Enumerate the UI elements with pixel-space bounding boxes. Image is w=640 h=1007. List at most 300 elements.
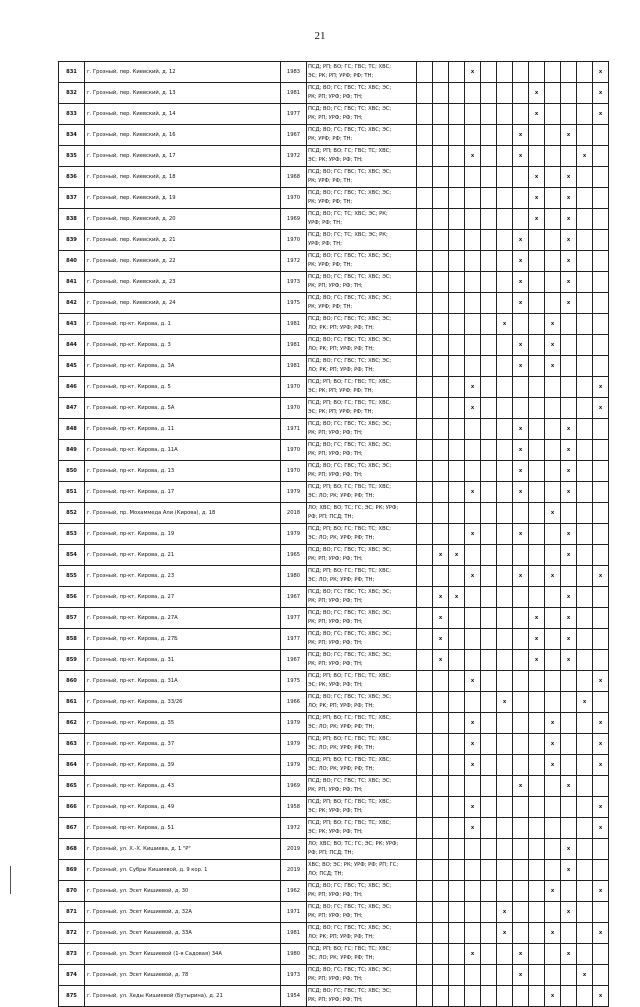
row-year: 1954 <box>281 986 307 1007</box>
row-year: 1983 <box>281 62 307 83</box>
mark-cell: x <box>465 797 481 818</box>
empty-cell <box>449 230 465 251</box>
empty-cell <box>481 251 497 272</box>
empty-cell <box>577 608 593 629</box>
empty-cell <box>465 104 481 125</box>
empty-cell <box>577 629 593 650</box>
table-row <box>59 524 609 545</box>
empty-cell <box>449 188 465 209</box>
row-year: 1975 <box>281 671 307 692</box>
works-line: ПСД; ВО; ГС; ГВС; ТС; ХВС; ЭС; <box>308 631 392 638</box>
row-address: г. Грозный, пр-кт. Кирова, д. 21 <box>85 545 281 566</box>
empty-cell <box>545 608 561 629</box>
works-line: РК; РП; УРФ; РФ; ТН; <box>308 94 363 100</box>
mark-cell: x <box>593 923 609 944</box>
empty-cell <box>481 83 497 104</box>
row-works <box>307 188 417 209</box>
empty-cell <box>577 125 593 146</box>
empty-cell <box>545 629 561 650</box>
mark-cell: x <box>593 671 609 692</box>
row-works <box>307 650 417 671</box>
mark-cell: x <box>529 83 545 104</box>
mark-cell: x <box>497 692 513 713</box>
empty-cell <box>433 965 449 986</box>
empty-cell <box>545 167 561 188</box>
empty-cell <box>513 797 529 818</box>
works-line: РК; УРФ; РФ; ТН; <box>308 304 353 310</box>
empty-cell <box>481 923 497 944</box>
empty-cell <box>513 398 529 419</box>
empty-cell <box>577 293 593 314</box>
empty-cell <box>465 839 481 860</box>
empty-cell <box>529 440 545 461</box>
row-year: 1967 <box>281 650 307 671</box>
empty-cell <box>481 482 497 503</box>
mark-cell: x <box>513 146 529 167</box>
empty-cell <box>465 965 481 986</box>
mark-cell: x <box>593 104 609 125</box>
empty-cell <box>465 356 481 377</box>
empty-cell <box>561 356 577 377</box>
empty-cell <box>433 524 449 545</box>
empty-cell <box>433 125 449 146</box>
row-address: г. Грозный, пер. Киевский, д. 22 <box>85 251 281 272</box>
table-row <box>59 335 609 356</box>
row-number: 848 <box>59 419 85 440</box>
row-works <box>307 272 417 293</box>
empty-cell <box>513 923 529 944</box>
empty-cell <box>449 965 465 986</box>
works-line: ПСД; РП; ВО; ГС; ГВС; ТС; ХВС; <box>308 484 392 491</box>
empty-cell <box>433 986 449 1007</box>
empty-cell <box>449 293 465 314</box>
row-year: 1972 <box>281 146 307 167</box>
empty-cell <box>497 272 513 293</box>
empty-cell <box>577 755 593 776</box>
empty-cell <box>465 125 481 146</box>
mark-cell: x <box>561 188 577 209</box>
empty-cell <box>577 797 593 818</box>
mark-cell: x <box>433 650 449 671</box>
mark-cell: x <box>561 944 577 965</box>
empty-cell <box>577 83 593 104</box>
row-address: г. Грозный, пер. Киевский, д. 17 <box>85 146 281 167</box>
row-year: 1980 <box>281 566 307 587</box>
row-address: г. Грозный, пр-кт. Кирова, д. 39 <box>85 755 281 776</box>
empty-cell <box>561 818 577 839</box>
row-address: г. Грозный, пр-кт. Кирова, д. 37 <box>85 734 281 755</box>
row-number: 836 <box>59 167 85 188</box>
mark-cell: x <box>561 839 577 860</box>
empty-cell <box>481 335 497 356</box>
mark-cell: x <box>593 398 609 419</box>
empty-cell <box>433 146 449 167</box>
empty-cell <box>593 965 609 986</box>
empty-cell <box>449 482 465 503</box>
table-row <box>59 734 609 755</box>
empty-cell <box>497 104 513 125</box>
row-address: г. Грозный, пр-кт. Кирова, д. 3 <box>85 335 281 356</box>
works-line: ПСД; ВО; ГС; ГВС; ТС; ХВС; ЭС; <box>308 106 392 113</box>
works-line: ЭС; РК; УРФ; РФ; ТН; <box>308 157 363 163</box>
row-address: г. Грозный, пр-кт. Кирова, д. 35 <box>85 713 281 734</box>
empty-cell <box>577 818 593 839</box>
mark-cell: x <box>465 566 481 587</box>
empty-cell <box>593 482 609 503</box>
row-works <box>307 251 417 272</box>
works-line: РК; РП; УРФ; РФ; ТН; <box>308 787 363 793</box>
empty-cell <box>545 104 561 125</box>
empty-cell <box>577 734 593 755</box>
works-line: ЭС; РК; РП; УРФ; РФ; ТН; <box>308 409 374 415</box>
mark-cell: x <box>513 272 529 293</box>
empty-cell <box>593 314 609 335</box>
table-row <box>59 545 609 566</box>
mark-cell: x <box>513 356 529 377</box>
empty-cell <box>481 377 497 398</box>
empty-cell <box>449 461 465 482</box>
mark-cell: x <box>529 104 545 125</box>
empty-cell <box>577 587 593 608</box>
mark-cell: x <box>465 524 481 545</box>
mark-cell: x <box>497 902 513 923</box>
works-line: ПСД; ВО; ГС; ГВС; ТС; ХВС; ЭС; <box>308 169 392 176</box>
empty-cell <box>593 650 609 671</box>
empty-cell <box>481 503 497 524</box>
row-number: 831 <box>59 62 85 83</box>
row-address: г. Грозный, пр-кт. Кирова, д. 33/26 <box>85 692 281 713</box>
works-line: ПСД; ВО; ГС; ГВС; ТС; ХВС; ЭС; <box>308 190 392 197</box>
row-year: 1970 <box>281 461 307 482</box>
row-number: 861 <box>59 692 85 713</box>
works-line: ПСД; РП; ВО; ГС; ГВС; ТС; ХВС; <box>308 757 392 764</box>
empty-cell <box>417 818 433 839</box>
table-row <box>59 986 609 1007</box>
empty-cell <box>529 839 545 860</box>
empty-cell <box>545 293 561 314</box>
row-number: 865 <box>59 776 85 797</box>
mark-cell: x <box>449 587 465 608</box>
table-row <box>59 314 609 335</box>
row-number: 852 <box>59 503 85 524</box>
row-year: 1970 <box>281 377 307 398</box>
empty-cell <box>465 188 481 209</box>
row-year: 1977 <box>281 608 307 629</box>
empty-cell <box>545 251 561 272</box>
row-year: 1975 <box>281 293 307 314</box>
mark-cell: x <box>497 923 513 944</box>
page-number: 21 <box>314 30 326 42</box>
row-address: г. Грозный, ул. Субры Кишиевой, д. 9 кор. 1 <box>85 860 281 881</box>
table-row <box>59 398 609 419</box>
empty-cell <box>529 251 545 272</box>
empty-cell <box>577 314 593 335</box>
empty-cell <box>593 608 609 629</box>
empty-cell <box>529 398 545 419</box>
empty-cell <box>481 650 497 671</box>
table-row <box>59 188 609 209</box>
works-line: УРФ; РФ; ТН; <box>308 220 342 226</box>
empty-cell <box>529 755 545 776</box>
row-number: 850 <box>59 461 85 482</box>
empty-cell <box>561 566 577 587</box>
mark-cell: x <box>561 545 577 566</box>
mark-cell: x <box>529 209 545 230</box>
empty-cell <box>497 209 513 230</box>
row-year: 1958 <box>281 797 307 818</box>
empty-cell <box>449 104 465 125</box>
empty-cell <box>577 167 593 188</box>
row-address: г. Грозный, ул. Хеды Кишиевой (Бутырина), д. 21 <box>85 986 281 1007</box>
empty-cell <box>529 356 545 377</box>
empty-cell <box>529 482 545 503</box>
row-works <box>307 335 417 356</box>
table-row <box>59 818 609 839</box>
row-year: 1981 <box>281 923 307 944</box>
works-line: ЛО; РК; РП; УРФ; РФ; ТН; <box>308 325 374 331</box>
empty-cell <box>417 356 433 377</box>
empty-cell <box>481 356 497 377</box>
empty-cell <box>465 650 481 671</box>
table-row <box>59 251 609 272</box>
table-row <box>59 167 609 188</box>
empty-cell <box>577 104 593 125</box>
empty-cell <box>593 167 609 188</box>
empty-cell <box>449 524 465 545</box>
empty-cell <box>577 650 593 671</box>
empty-cell <box>417 398 433 419</box>
empty-cell <box>529 419 545 440</box>
empty-cell <box>433 293 449 314</box>
empty-cell <box>465 251 481 272</box>
empty-cell <box>481 986 497 1007</box>
empty-cell <box>529 797 545 818</box>
empty-cell <box>433 755 449 776</box>
row-number: 860 <box>59 671 85 692</box>
empty-cell <box>449 608 465 629</box>
empty-cell <box>481 608 497 629</box>
mark-cell: x <box>561 608 577 629</box>
empty-cell <box>529 566 545 587</box>
row-address: г. Грозный, пер. Киевский, д. 18 <box>85 167 281 188</box>
mark-cell: x <box>465 818 481 839</box>
empty-cell <box>433 314 449 335</box>
row-year: 1973 <box>281 272 307 293</box>
empty-cell <box>577 503 593 524</box>
works-line: ЭС; ЛО; РК; УРФ; РФ; ТН; <box>308 766 375 772</box>
empty-cell <box>513 188 529 209</box>
empty-cell <box>593 503 609 524</box>
row-works <box>307 440 417 461</box>
row-number: 870 <box>59 881 85 902</box>
row-address: г. Грозный, пр-кт. Кирова, д. 19 <box>85 524 281 545</box>
empty-cell <box>497 335 513 356</box>
row-address: г. Грозный, пер. Киевский, д. 14 <box>85 104 281 125</box>
row-works <box>307 629 417 650</box>
empty-cell <box>497 524 513 545</box>
table-row <box>59 776 609 797</box>
row-works <box>307 398 417 419</box>
mark-cell: x <box>561 629 577 650</box>
mark-cell: x <box>577 692 593 713</box>
empty-cell <box>529 503 545 524</box>
empty-cell <box>417 377 433 398</box>
empty-cell <box>513 755 529 776</box>
works-line: ЭС; ЛО; РК; УРФ; РФ; ТН; <box>308 745 375 751</box>
empty-cell <box>545 839 561 860</box>
row-address: г. Грозный, пр-кт. Кирова, д. 11 <box>85 419 281 440</box>
works-line: РК; РП; УРФ; РФ; ТН; <box>308 556 363 562</box>
table-row <box>59 146 609 167</box>
empty-cell <box>513 860 529 881</box>
row-year: 2018 <box>281 503 307 524</box>
empty-cell <box>497 125 513 146</box>
table-row <box>59 671 609 692</box>
table-row <box>59 503 609 524</box>
row-address: г. Грозный, пр-кт. Кирова, д. 27Б <box>85 629 281 650</box>
works-line: ЭС; ЛО; РК; УРФ; РФ; ТН; <box>308 535 375 541</box>
empty-cell <box>577 188 593 209</box>
empty-cell <box>417 104 433 125</box>
row-address: г. Грозный, пер. Киевский, д. 20 <box>85 209 281 230</box>
empty-cell <box>417 713 433 734</box>
empty-cell <box>545 62 561 83</box>
row-works <box>307 587 417 608</box>
row-number: 871 <box>59 902 85 923</box>
empty-cell <box>497 482 513 503</box>
works-line: ПСД; ВО; ГС; ГВС; ТС; ХВС; ЭС; <box>308 253 392 260</box>
row-address: г. Грозный, пер. Киевский, д. 12 <box>85 62 281 83</box>
empty-cell <box>481 566 497 587</box>
empty-cell <box>433 188 449 209</box>
row-year: 1970 <box>281 440 307 461</box>
row-works <box>307 314 417 335</box>
mark-cell: x <box>561 419 577 440</box>
empty-cell <box>497 440 513 461</box>
empty-cell <box>545 818 561 839</box>
mark-cell: x <box>513 944 529 965</box>
empty-cell <box>513 209 529 230</box>
works-line: ПСД; ВО; ГС; ГВС; ТС; ХВС; ЭС; <box>308 652 392 659</box>
empty-cell <box>513 713 529 734</box>
row-year: 1970 <box>281 398 307 419</box>
works-line: ЭС; РК; УРФ; РФ; ТН; <box>308 682 363 688</box>
empty-cell <box>433 230 449 251</box>
empty-cell <box>433 944 449 965</box>
empty-cell <box>465 608 481 629</box>
empty-cell <box>529 146 545 167</box>
works-line: ПСД; ВО; ГС; ТС; ХВС; ЭС; РК; <box>308 232 388 239</box>
empty-cell <box>545 860 561 881</box>
row-year: 1979 <box>281 713 307 734</box>
empty-cell <box>481 209 497 230</box>
empty-cell <box>433 860 449 881</box>
empty-cell <box>481 797 497 818</box>
empty-cell <box>577 251 593 272</box>
empty-cell <box>593 692 609 713</box>
mark-cell: x <box>513 776 529 797</box>
row-number: 875 <box>59 986 85 1007</box>
empty-cell <box>577 671 593 692</box>
empty-cell <box>433 83 449 104</box>
table-row <box>59 461 609 482</box>
works-line: РФ; РП; ПСД; ТН; <box>308 514 354 520</box>
works-line: ЛО; РК; РП; УРФ; РФ; ТН; <box>308 346 374 352</box>
table-row <box>59 755 609 776</box>
empty-cell <box>593 629 609 650</box>
empty-cell <box>545 125 561 146</box>
row-number: 844 <box>59 335 85 356</box>
row-number: 874 <box>59 965 85 986</box>
empty-cell <box>417 482 433 503</box>
row-year: 1970 <box>281 188 307 209</box>
empty-cell <box>465 923 481 944</box>
empty-cell <box>465 692 481 713</box>
row-works <box>307 83 417 104</box>
empty-cell <box>513 608 529 629</box>
empty-cell <box>417 692 433 713</box>
row-number: 867 <box>59 818 85 839</box>
row-works <box>307 776 417 797</box>
works-line: РК; РП; УРФ; РФ; ТН; <box>308 913 363 919</box>
row-year: 1979 <box>281 524 307 545</box>
mark-cell: x <box>561 293 577 314</box>
empty-cell <box>433 566 449 587</box>
row-address: г. Грозный, пр-кт. Кирова, д. 1 <box>85 314 281 335</box>
mark-cell: x <box>545 566 561 587</box>
row-number: 873 <box>59 944 85 965</box>
works-line: РК; РП; УРФ; РФ; ТН; <box>308 619 363 625</box>
empty-cell <box>433 104 449 125</box>
works-line: ПСД; РП; ВО; ГС; ГВС; ТС; ХВС; <box>308 673 392 680</box>
empty-cell <box>465 587 481 608</box>
row-address: г. Грозный, пер. Киевский, д. 16 <box>85 125 281 146</box>
empty-cell <box>497 734 513 755</box>
table-row <box>59 230 609 251</box>
empty-cell <box>561 104 577 125</box>
works-line: ПСД; РП; ВО; ГС; ГВС; ТС; ХВС; <box>308 526 392 533</box>
mark-cell: x <box>593 755 609 776</box>
empty-cell <box>561 671 577 692</box>
empty-cell <box>577 944 593 965</box>
works-line: РК; РП; УРФ; РФ; ТН; <box>308 451 363 457</box>
margin-mark <box>10 866 11 894</box>
empty-cell <box>497 713 513 734</box>
empty-cell <box>497 776 513 797</box>
empty-cell <box>481 293 497 314</box>
table-row <box>59 293 609 314</box>
empty-cell <box>465 881 481 902</box>
empty-cell <box>481 734 497 755</box>
row-number: 847 <box>59 398 85 419</box>
empty-cell <box>417 335 433 356</box>
table-row <box>59 923 609 944</box>
empty-cell <box>593 461 609 482</box>
row-year: 1969 <box>281 776 307 797</box>
row-address: г. Грозный, пер. Киевский, д. 19 <box>85 188 281 209</box>
empty-cell <box>497 797 513 818</box>
works-line: ПСД; РП; ВО; ГС; ГВС; ТС; ХВС; <box>308 715 392 722</box>
empty-cell <box>465 167 481 188</box>
row-address: г. Грозный, пер. Киевский, д. 21 <box>85 230 281 251</box>
empty-cell <box>529 524 545 545</box>
empty-cell <box>529 692 545 713</box>
empty-cell <box>481 713 497 734</box>
empty-cell <box>449 944 465 965</box>
mark-cell: x <box>529 608 545 629</box>
works-line: ПСД; ВО; ГС; ГВС; ТС; ХВС; ЭС; <box>308 610 392 617</box>
mark-cell: x <box>561 482 577 503</box>
